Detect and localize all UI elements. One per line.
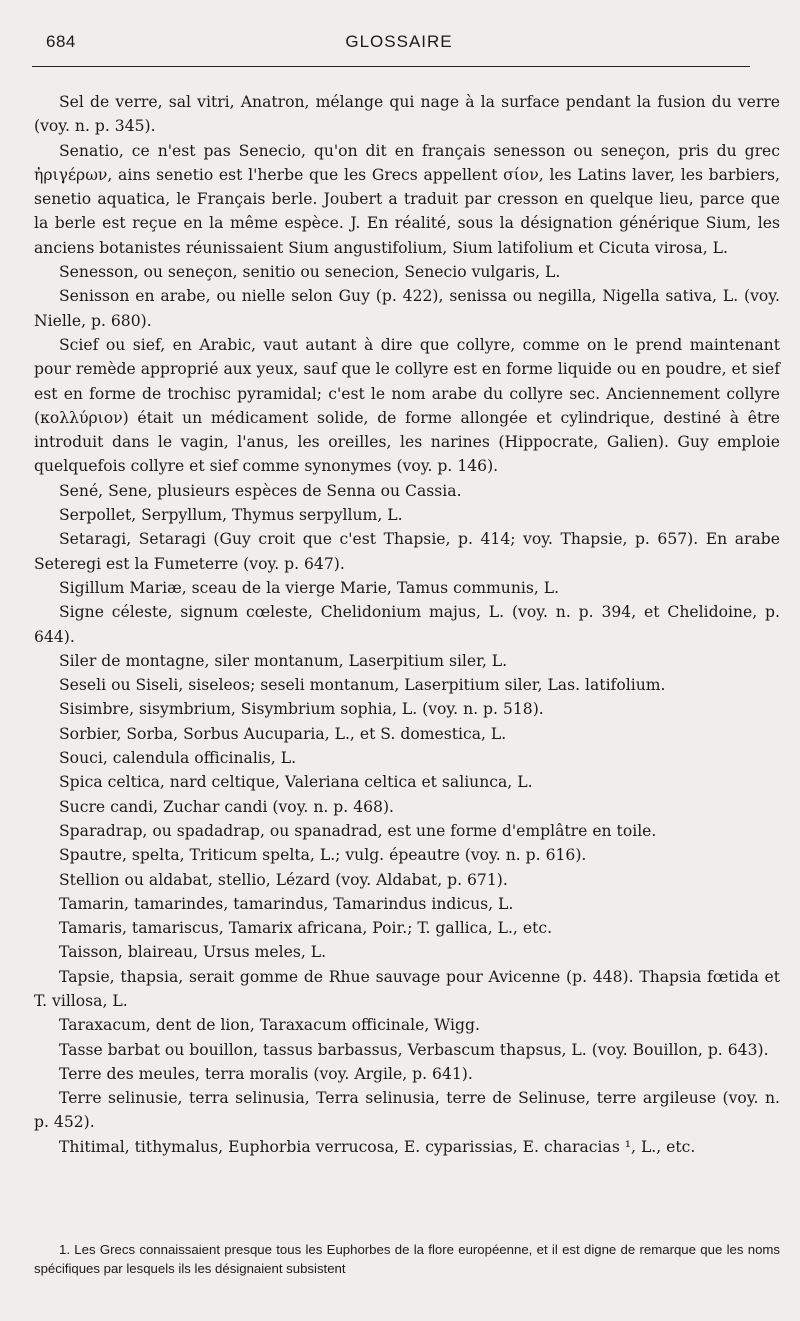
glossary-entry: Tasse barbat ou bouillon, tassus barbassus, Verbascum thapsus, L. (voy. Bouillon, p. 643). [59,1040,769,1059]
glossary-entry: Sisimbre, sisymbrium, Sisymbrium sophia, L. (voy. n. p. 518). [59,700,544,719]
page-header [46,32,752,58]
running-title: GLOSSAIRE [345,32,453,51]
glossary-entry: Sel de verre, sal vitri, Anatron, mélange qui nage à la surface pendant la fusion du verre (voy. n. p. 345). [34,93,780,136]
glossary-entry: Taraxacum, dent de lion, Taraxacum officinale, Wigg. [59,1016,480,1035]
glossary-entry: Siler de montagne, siler montanum, Laserpitium siler, L. [59,651,508,670]
glossary-entry: Setaragi, Setaragi (Guy croit que c'est Thapsie, p. 414; voy. Thapsie, p. 657). En arabe Seteregi est la Fumeterre (voy. p. 647). [34,530,780,573]
footnotes [34,1240,780,1278]
glossary-entry: Scief ou sief, en Arabic, vaut autant à dire que collyre, comme on le prend maintenant pour remède approprié aux yeux, sauf que le collyre est en forme liquide ou en poudre, et sief est en forme de trochisc pyramidal; c'est le nom arabe du collyre sec. Anciennement collyre (κολλύριον) était un médicament solide, de forme allongée et cylindrique, destiné à être introduit dans le vagin, l'anus, les oreilles, les narines (Hippocrate, Galien). Guy emploie quelquefois collyre et sief comme synonymes (voy. p. 146). [34,335,780,476]
glossary-entry: Tamaris, tamariscus, Tamarix africana, Poir.; T. gallica, L., etc. [59,919,553,938]
glossary-entry: Senesson, ou seneçon, senitio ou senecion, Senecio vulgaris, L. [59,263,561,282]
footnote: 1. Les Grecs connaissaient presque tous les Euphorbes de la flore européenne, et il est digne de remarque que les noms spécifiques par lesquels ils les désignaient subsistent [34,1242,780,1276]
glossary-entry: Tamarin, tamarindes, tamarindus, Tamarindus indicus, L. [59,894,514,913]
glossary-entry: Taisson, blaireau, Ursus meles, L. [59,943,327,962]
glossary-entry: Spautre, spelta, Triticum spelta, L.; vulg. épeautre (voy. n. p. 616). [59,846,587,865]
glossary-entry: Terre des meules, terra moralis (voy. Argile, p. 641). [59,1064,473,1083]
glossary-entry: Stellion ou aldabat, stellio, Lézard (voy. Aldabat, p. 671). [59,870,508,889]
glossary-entry: Sigillum Mariæ, sceau de la vierge Marie, Tamus communis, L. [59,578,560,597]
glossary-entry: Signe céleste, signum cœleste, Chelidonium majus, L. (voy. n. p. 394, et Chelidoine, p. 644). [34,603,780,646]
page-number: 684 [46,32,76,51]
glossary-entries [34,90,780,1159]
glossary-entry: Sucre candi, Zuchar candi (voy. n. p. 468). [59,797,395,816]
glossary-entry: Sené, Sene, plusieurs espèces de Senna ou Cassia. [59,481,462,500]
glossary-entry: Sorbier, Sorba, Sorbus Aucuparia, L., et S. domestica, L. [59,724,507,743]
glossary-entry: Senatio, ce n'est pas Senecio, qu'on dit en français senesson ou seneçon, pris du grec ἠριγέρων, ains senetio est l'herbe que les Grecs appellent σίον, les Latins laver, les barbiers, senetio aquatica, le Français berle. Joubert a traduit par cresson en quelque lieu, parce que la berle est reçue en la même espèce. J. En réalité, sous la désignation générique Sium, les anciens botanistes réunissaient Sium angustifolium, Sium latifolium et Cicuta virosa, L. [34,141,780,257]
glossary-entry: Thitimal, tithymalus, Euphorbia verrucosa, E. cyparissias, E. characias ¹, L., etc. [59,1137,696,1156]
glossary-entry: Spica celtica, nard celtique, Valeriana celtica et saliunca, L. [59,773,533,792]
header-rule [32,66,750,67]
glossary-entry: Serpollet, Serpyllum, Thymus serpyllum, L. [59,506,403,525]
glossary-entry: Terre selinusie, terra selinusia, Terra selinusia, terre de Selinuse, terre argileuse (voy. n. p. 452). [34,1089,780,1132]
glossary-entry: Seseli ou Siseli, siseleos; seseli montanum, Laserpitium siler, Las. latifolium. [59,676,666,695]
glossary-entry: Tapsie, thapsia, serait gomme de Rhue sauvage pour Avicenne (p. 448). Thapsia fœtida et T. villosa, L. [34,967,780,1010]
glossary-entry: Souci, calendula officinalis, L. [59,749,297,768]
glossary-entry: Senisson en arabe, ou nielle selon Guy (p. 422), senissa ou negilla, Nigella sativa, L. (voy. Nielle, p. 680). [34,287,780,330]
glossary-entry: Sparadrap, ou spadadrap, ou spanadrad, est une forme d'emplâtre en toile. [59,821,657,840]
